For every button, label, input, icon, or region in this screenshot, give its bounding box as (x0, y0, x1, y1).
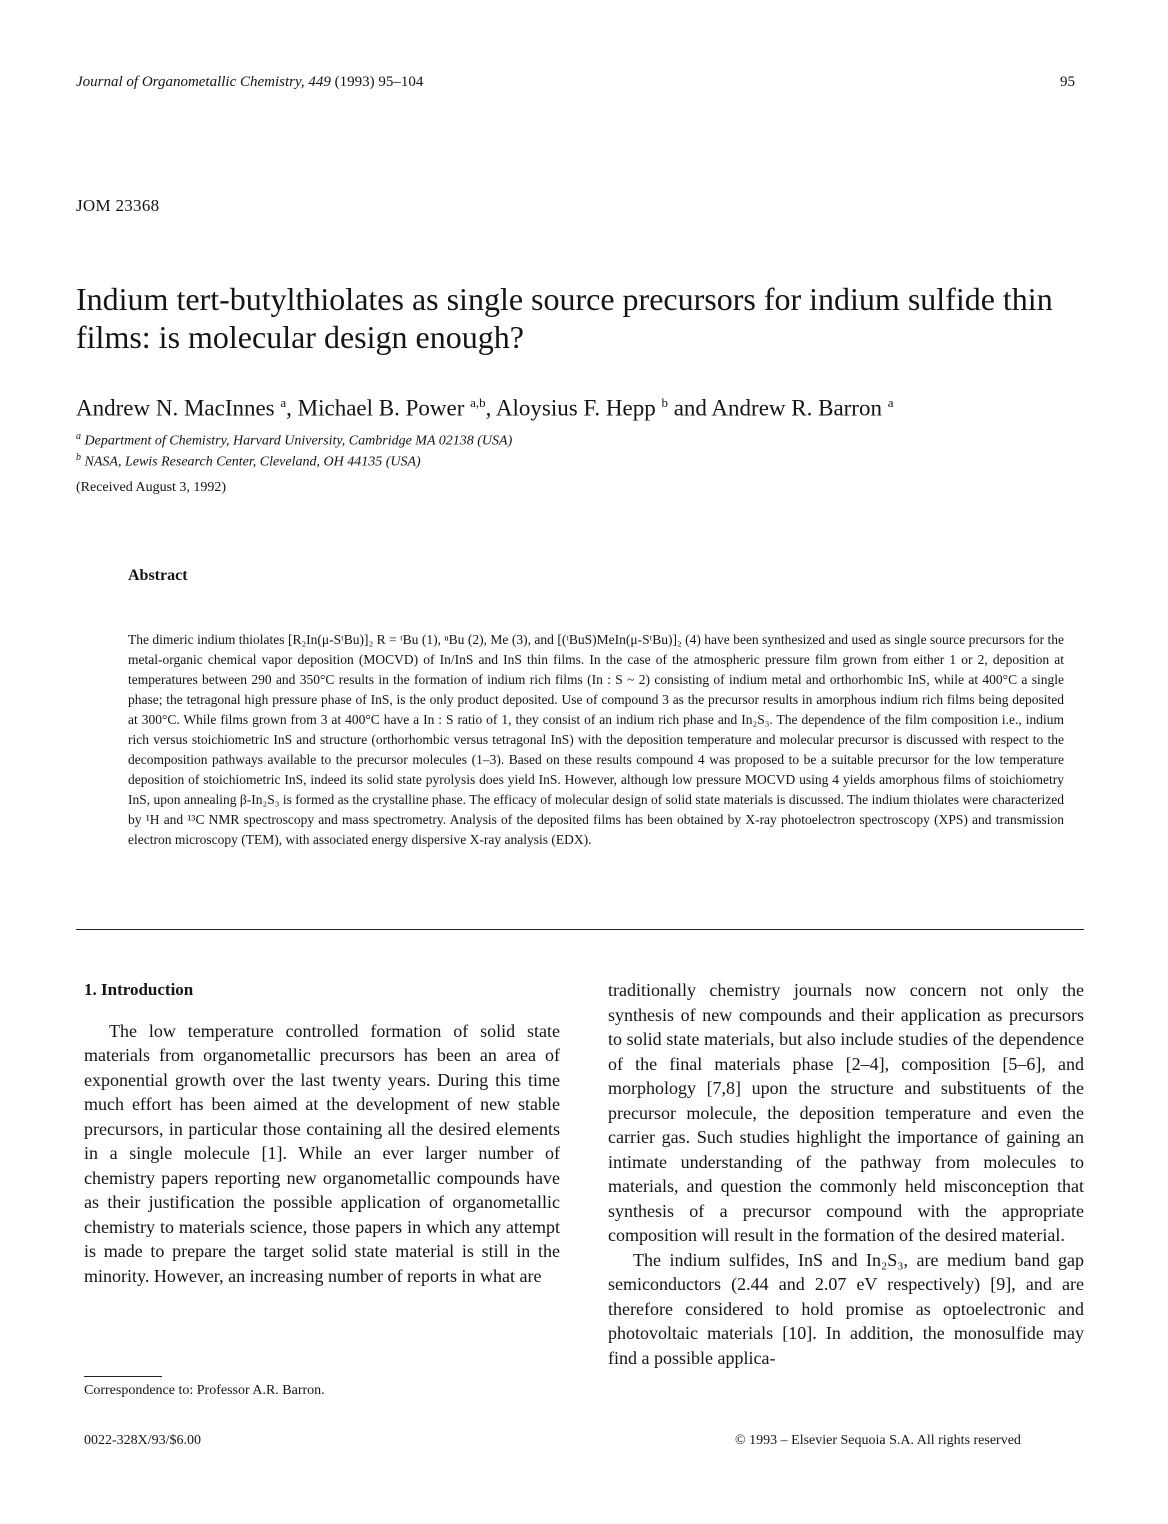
affiliation-text: NASA, Lewis Research Center, Cleveland, OH 44135 (USA) (84, 454, 421, 470)
author-conjunction: and (673, 395, 707, 421)
abstract-text: The dimeric indium thiolates [R₂In(μ-SᵗBu)]₂ R = ᵗBu (1), ⁿBu (2), Me (3), and [(ᵗBuS)MeIn(μ-SᵗBu)]₂ (4) have been synthesized and used as single source precursors for the metal-organic chemical vapor deposition (MOCVD) of In/InS and InS thin films. In the case of the atmospheric pressure film grown from either 1 or 2, deposition at temperatures between 290 and 350°C results in the formation of indium rich films (In : S ~ 2) consisting of indium metal and orthorhombic InS, while at 400°C a single phase; the tetragonal high pressure phase of InS, is the only product deposited. Use of compound 3 as the precursor results in amorphous indium rich films being deposited at 300°C. While films grown from 3 at 400°C have a In : S ratio of 1, they consist of an indium rich phase and In₂S₃. The dependence of the film composition i.e., indium rich versus stoichiometric InS and structure (orthorhombic versus tetragonal InS) with the deposition temperature and molecular precursor is discussed with respect to the decomposition pathways available to the precursor molecules (1–3). Based on these results compound 4 was proposed to be a suitable precursor for the low temperature deposition of stoichiometric InS, indeed its solid state pyrolysis does yield InS. However, although low pressure MOCVD using 4 yields amorphous films of stoichiometry InS, upon annealing β-In₂S₃ is formed as the crystalline phase. The efficacy of molecular design of solid state materials is discussed. The indium thiolates were characterized by ¹H and ¹³C NMR spectroscopy and mass spectrometry. Analysis of the deposited films has been obtained by X-ray photoelectron spectroscopy (XPS) and transmission electron microscopy (TEM), with associated energy dispersive X-ray analysis (EDX). (128, 632, 1064, 847)
received-date: (Received August 3, 1992) (76, 480, 227, 495)
right-column (608, 978, 1084, 1370)
paragraph: The indium sulfides, InS and In₂S₃, are medium band gap semiconductors (2.44 and 2.07 eV respectively) [9], and are therefore considered to hold promise as optoelectronic and photovoltaic materials [10]. In addition, the monosulfide may find a possible applica- (608, 1249, 1084, 1368)
page-number: 95 (1060, 74, 1075, 90)
copyright-notice: © 1993 – Elsevier Sequoia S.A. All rights reserved (735, 1433, 1021, 1448)
author-name: Michael B. Power (297, 395, 465, 421)
paragraph: traditionally chemistry journals now concern not only the synthesis of new compounds and their application as precursors to solid state materials, but also include studies of the dependence of the final materials phase [2–4], composition [5–6], and morphology [7,8] upon the structure and substituents of the precursor molecule, the deposition temperature and even the carrier gas. Such studies highlight the importance of gaining an intimate understanding of the pathway from molecules to materials, and question the commonly held misconception that synthesis of a precursor compound with the appropriate composition will result in the formation of the desired material. (608, 980, 1084, 1245)
author-affiliation-mark: a (280, 395, 287, 410)
left-column (84, 978, 560, 1288)
paper-title: Indium tert-butylthiolates as single source precursors for indium sulfide thin films: is molecular design enough? (76, 281, 1053, 355)
author-name: Andrew N. MacInnes (76, 395, 275, 421)
abstract-heading: Abstract (128, 567, 188, 584)
footnote-rule (84, 1376, 162, 1377)
author-list: Andrew N. MacInnes $^a$, Michael B. Power $^{a,b}$, Aloysius F. Hepp $^b$ and Andrew R. Barron $^a$ (76, 395, 894, 421)
section-heading: 1. Introduction (84, 980, 194, 999)
section-divider (76, 929, 1084, 930)
journal-citation (76, 74, 423, 91)
affiliation-mark: a (76, 431, 81, 442)
affiliation-mark: b (76, 452, 81, 463)
author-affiliation-mark: a (887, 395, 894, 410)
paragraph: The low temperature controlled formation of solid state materials from organometallic precursors has been an area of exponential growth over the last twenty years. During this time much effort has been aimed at the development of new stable precursors, in particular those containing all the desired elements in a single molecule [1]. While an ever larger number of chemistry papers reporting new organometallic compounds have as their justification the possible application of organometallic chemistry to materials science, those papers in which any attempt is made to prepare the target solid state material is still in the minority. However, an increasing number of reports in what are (84, 1020, 560, 1286)
journal-year-pages: (1993) 95–104 (330, 74, 424, 90)
affiliation (76, 431, 512, 450)
author-name: Aloysius F. Hepp (495, 395, 656, 421)
author-name: Andrew R. Barron (711, 395, 882, 421)
journal-name: Journal of Organometallic Chemistry, 449 (76, 74, 331, 90)
affiliation-text: Department of Chemistry, Harvard University, Cambridge MA 02138 (USA) (84, 433, 513, 449)
affiliation (76, 452, 421, 471)
author-affiliation-mark: b (661, 395, 668, 410)
correspondence-footnote: Correspondence to: Professor A.R. Barron. (84, 1383, 325, 1398)
jom-code: JOM 23368 (76, 196, 160, 215)
author-affiliation-mark: a,b (470, 395, 486, 410)
issn-price: 0022-328X/93/$6.00 (84, 1433, 202, 1448)
